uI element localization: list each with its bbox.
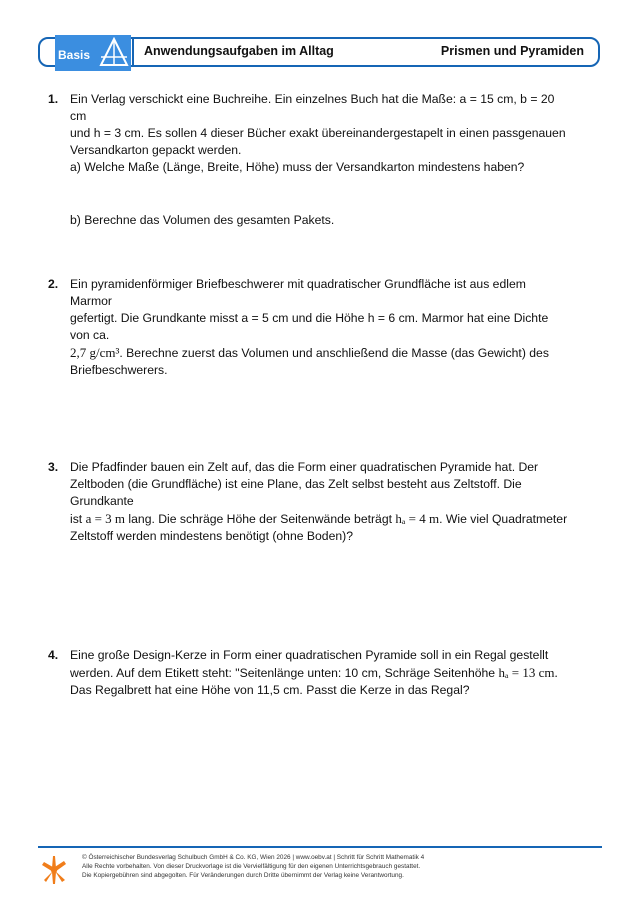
footer-line: © Österreichischer Bundesverlag Schulbuch GmbH & Co. KG, Wien 2026 | www.oebv.at | Schritt für Schritt Mathematik 4 <box>82 854 425 861</box>
task-text-line: und h = 3 cm. Es sollen 4 dieser Bücher exakt übereinandergestapelt in einen passgenauen <box>70 126 566 140</box>
task-text: werden. Auf dem Etikett steht: "Seitenlänge unten: 10 cm, Schräge Seitenhöhe <box>70 666 499 680</box>
task-number: 1. <box>48 92 59 106</box>
worksheet-topic: Prismen und Pyramiden <box>440 44 584 58</box>
task-text-line: Ein Verlag verschickt eine Buchreihe. Ein einzelnes Buch hat die Maße: a = 15 cm, b = 20 cm <box>70 92 555 123</box>
task-text-line: Zeltstoff werden mindestens benötigt (ohne Boden)? <box>70 529 353 543</box>
task-3 <box>48 459 568 545</box>
publisher-logo-icon <box>40 854 68 886</box>
task-text-line <box>70 510 568 528</box>
footer-copyright <box>82 853 424 880</box>
header-divider <box>132 39 134 65</box>
level-badge <box>55 35 131 71</box>
level-badge-label: Basis <box>58 48 91 62</box>
task-text-line: Eine große Design-Kerze in Form einer quadratischen Pyramide soll in ein Regal gestellt <box>70 648 549 662</box>
density-value: 2,7 g/cm³ <box>70 345 120 360</box>
pyramid-icon <box>99 37 129 69</box>
task-number: 3. <box>48 460 59 474</box>
footer-line: Die Kopiergebühren sind abgegolten. Für Veränderungen durch Dritte übernimmt der Verlag keine Verantwortung. <box>82 872 404 879</box>
math-slant-height: hₐ = 13 cm. <box>498 665 558 680</box>
task-2 <box>48 276 568 379</box>
footer-line: Alle Rechte vorbehalten. Von dieser Druckvorlage ist die Vervielfältigung für den eigenen Unterrichtsgebrauch gestattet. <box>82 863 421 870</box>
task-text-line <box>70 344 568 362</box>
task-1 <box>48 91 568 229</box>
task-number: 4. <box>48 648 59 662</box>
task-text-line: Die Pfadfinder bauen ein Zelt auf, das die Form einer quadratischen Pyramide hat. Der <box>70 460 539 474</box>
task-text-line: Zeltboden (die Grundfläche) ist eine Plane, das Zelt selbst besteht aus Zeltstoff. Die Grundkante <box>70 477 522 508</box>
footer-divider <box>38 846 602 848</box>
task-text-line <box>70 664 568 682</box>
task-text-line: Das Regalbrett hat eine Höhe von 11,5 cm. Passt die Kerze in das Regal? <box>70 683 470 697</box>
subtask-a: a) Welche Maße (Länge, Breite, Höhe) muss der Versandkarton mindestens haben? <box>70 160 525 174</box>
task-text: . Berechne zuerst das Volumen und anschließend die Masse (das Gewicht) des <box>119 346 549 360</box>
task-text-line: Ein pyramidenförmiger Briefbeschwerer mit quadratischer Grundfläche ist aus edlem Marmor <box>70 277 526 308</box>
task-text-line: Briefbeschwerers. <box>70 363 168 377</box>
math-base-edge: a = 3 m <box>85 511 126 526</box>
task-text: lang. Die schräge Höhe der Seitenwände beträgt <box>125 512 396 526</box>
task-number: 2. <box>48 277 59 291</box>
math-slant-height: hₐ = 4 m <box>395 511 440 526</box>
worksheet-title: Anwendungsaufgaben im Alltag <box>144 44 334 58</box>
task-text: . Wie viel Quadratmeter <box>439 512 568 526</box>
task-text-line: gefertigt. Die Grundkante misst a = 5 cm und die Höhe h = 6 cm. Marmor hat eine Dichte von ca. <box>70 311 549 342</box>
task-4 <box>48 647 568 699</box>
task-text: ist <box>70 512 86 526</box>
subtask-b: b) Berechne das Volumen des gesamten Pakets. <box>70 213 335 227</box>
worksheet-header <box>38 37 600 67</box>
task-text-line: Versandkarton gepackt werden. <box>70 143 242 157</box>
